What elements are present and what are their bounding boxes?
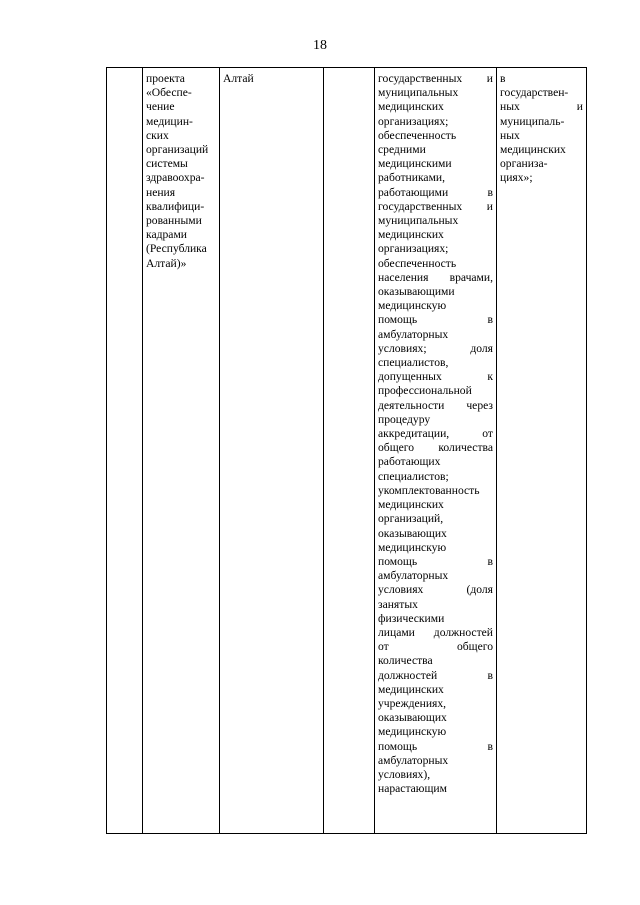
text-line: медицинских bbox=[378, 228, 444, 242]
text-line: физическими bbox=[378, 611, 445, 625]
text-line: условиях; доля bbox=[378, 341, 493, 355]
text-line: средними bbox=[378, 143, 426, 157]
text-line: населения врачами, bbox=[378, 270, 493, 284]
text-line: ных bbox=[500, 128, 520, 142]
text-line: медицинских bbox=[500, 143, 566, 157]
number-cell bbox=[107, 68, 143, 834]
text-line: лицами должностей bbox=[378, 625, 493, 639]
text-line: условиях (доля bbox=[378, 583, 493, 597]
text-line: кадрами bbox=[146, 228, 187, 242]
text-line: медицин- bbox=[146, 114, 193, 128]
text-line: оказывающими bbox=[378, 285, 455, 299]
text-line: нения bbox=[146, 185, 176, 199]
text-line: общего количества bbox=[378, 441, 493, 455]
text-line: организаций bbox=[146, 143, 209, 157]
text-line: оказывающих bbox=[378, 711, 447, 725]
text-line: учреждениях, bbox=[378, 696, 447, 710]
text-line: медицинскими bbox=[378, 157, 452, 171]
text-line: должностей в bbox=[378, 668, 493, 682]
text-line: оказывающих bbox=[378, 526, 447, 540]
text-line: рованными bbox=[146, 214, 202, 228]
text-line: медицинскую bbox=[378, 540, 447, 554]
text-line: «Обеспе- bbox=[146, 86, 192, 100]
text-line: медицинских bbox=[378, 498, 444, 512]
text-line: работниками, bbox=[378, 171, 446, 185]
text-line: медицинскую bbox=[378, 725, 447, 739]
text-line: помощь в bbox=[378, 554, 493, 568]
text-line: работающими в bbox=[378, 185, 493, 199]
text-line: в bbox=[500, 72, 506, 85]
organizations-cell bbox=[497, 68, 587, 834]
text-line: помощь в bbox=[378, 313, 493, 327]
text-line: Алтай bbox=[223, 72, 254, 85]
text-line: государственных и bbox=[378, 72, 493, 85]
text-line: государственных и bbox=[378, 199, 493, 213]
text-line: государствен- bbox=[500, 86, 569, 100]
project-name-cell bbox=[143, 68, 220, 834]
text-line: проекта bbox=[146, 72, 185, 85]
text-line: занятых bbox=[378, 597, 418, 611]
region-cell bbox=[220, 68, 324, 834]
text-line: Алтай)» bbox=[146, 256, 187, 270]
text-line: аккредитации, от bbox=[378, 427, 493, 441]
text-line: ных и bbox=[500, 100, 583, 114]
text-line: организациях; bbox=[378, 114, 449, 128]
text-line: от общего bbox=[378, 640, 493, 654]
text-line: специалистов, bbox=[378, 356, 449, 370]
text-line: помощь в bbox=[378, 739, 493, 753]
text-line: специалистов; bbox=[378, 469, 449, 483]
text-line: муниципальных bbox=[378, 214, 459, 228]
text-line: медицинскую bbox=[378, 299, 447, 313]
text-line: организаций, bbox=[378, 512, 444, 526]
text-line: амбулаторных bbox=[378, 569, 449, 583]
text-line: укомплектованность bbox=[378, 483, 480, 497]
text-line: работающих bbox=[378, 455, 441, 469]
text-line: нарастающим bbox=[378, 782, 447, 796]
text-line: организациях; bbox=[378, 242, 449, 256]
table-row bbox=[107, 68, 587, 834]
page-number: 18 bbox=[313, 38, 327, 53]
text-line: деятельности через bbox=[378, 398, 493, 412]
text-line: (Республика bbox=[146, 242, 207, 256]
text-line: допущенных к bbox=[378, 370, 493, 384]
document-table bbox=[106, 67, 587, 834]
text-line: системы bbox=[146, 157, 188, 171]
text-line: обеспеченность bbox=[378, 256, 457, 270]
text-line: квалифици- bbox=[146, 199, 205, 213]
text-line: медицинских bbox=[378, 100, 444, 114]
text-line: медицинских bbox=[378, 682, 444, 696]
text-line: чение bbox=[146, 100, 175, 114]
text-line: профессиональной bbox=[378, 384, 472, 398]
text-line: организа- bbox=[500, 157, 548, 171]
text-line: обеспеченность bbox=[378, 128, 457, 142]
text-line: процедуру bbox=[378, 412, 431, 426]
text-line: муниципальных bbox=[378, 86, 459, 100]
text-line: ских bbox=[146, 128, 169, 142]
text-line: амбулаторных bbox=[378, 327, 449, 341]
text-line: здравоохра- bbox=[146, 171, 205, 185]
text-line: количества bbox=[378, 654, 433, 668]
text-line: муниципаль- bbox=[500, 114, 565, 128]
text-line: амбулаторных bbox=[378, 753, 449, 767]
text-line: условиях), bbox=[378, 767, 431, 781]
empty-cell bbox=[324, 68, 375, 834]
indicators-cell bbox=[375, 68, 497, 834]
text-line: циях»; bbox=[500, 171, 533, 185]
